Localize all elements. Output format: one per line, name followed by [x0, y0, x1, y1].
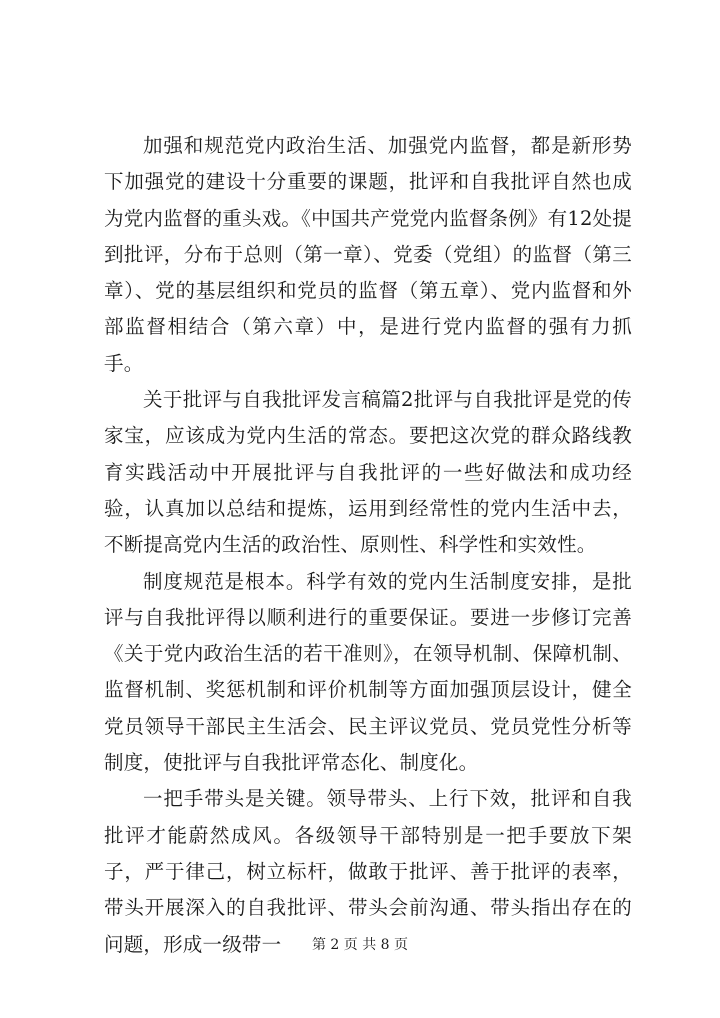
- paragraph-2: 关于批评与自我批评发言稿篇2批评与自我批评是党的传家宝，应该成为党内生活的常态。要把这次党的群众路线教育实践活动中开展批评与自我批评的一些好做法和成功经验，认真加以总结和提炼，运用到经常性的党内生活中去，不断提高党内生活的政治性、原则性、科学性和实效性。: [104, 388, 632, 557]
- paragraph-3: 制度规范是根本。科学有效的党内生活制度安排，是批评与自我批评得以顺利进行的重要保证。要进一步修订完善《关于党内政治生活的若干准则》，在领导机制、保障机制、监督机制、奖惩机制和评价机制等方面加强顶层设计，健全党员领导干部民主生活会、民主评议党员、党员党性分析等制度，使批评与自我批评常态化、制度化。: [104, 569, 632, 775]
- paragraph-4: 一把手带头是关键。领导带头、上行下效，批评和自我批评才能蔚然成风。各级领导干部特别是一把手要放下架子，严于律己，树立标杆，做敢于批评、善于批评的表率，带头开展深入的自我批评、带头会前沟通、带头指出存在的问题，形成一级带一: [104, 787, 632, 956]
- paragraph-1: 加强和规范党内政治生活、加强党内监督，都是新形势下加强党的建设十分重要的课题，批评和自我批评自然也成为党内监督的重头戏。《中国共产党党内监督条例》有12处提到批评，分布于总则（第一章）、党委（党组）的监督（第三章）、党的基层组织和党员的监督（第五章）、党内监督和外部监督相结合（第六章）中，是进行党内监督的强有力抓手。: [104, 134, 632, 375]
- document-body: [104, 128, 632, 963]
- page-number-footer: 第 2 页 共 8 页: [311, 937, 409, 953]
